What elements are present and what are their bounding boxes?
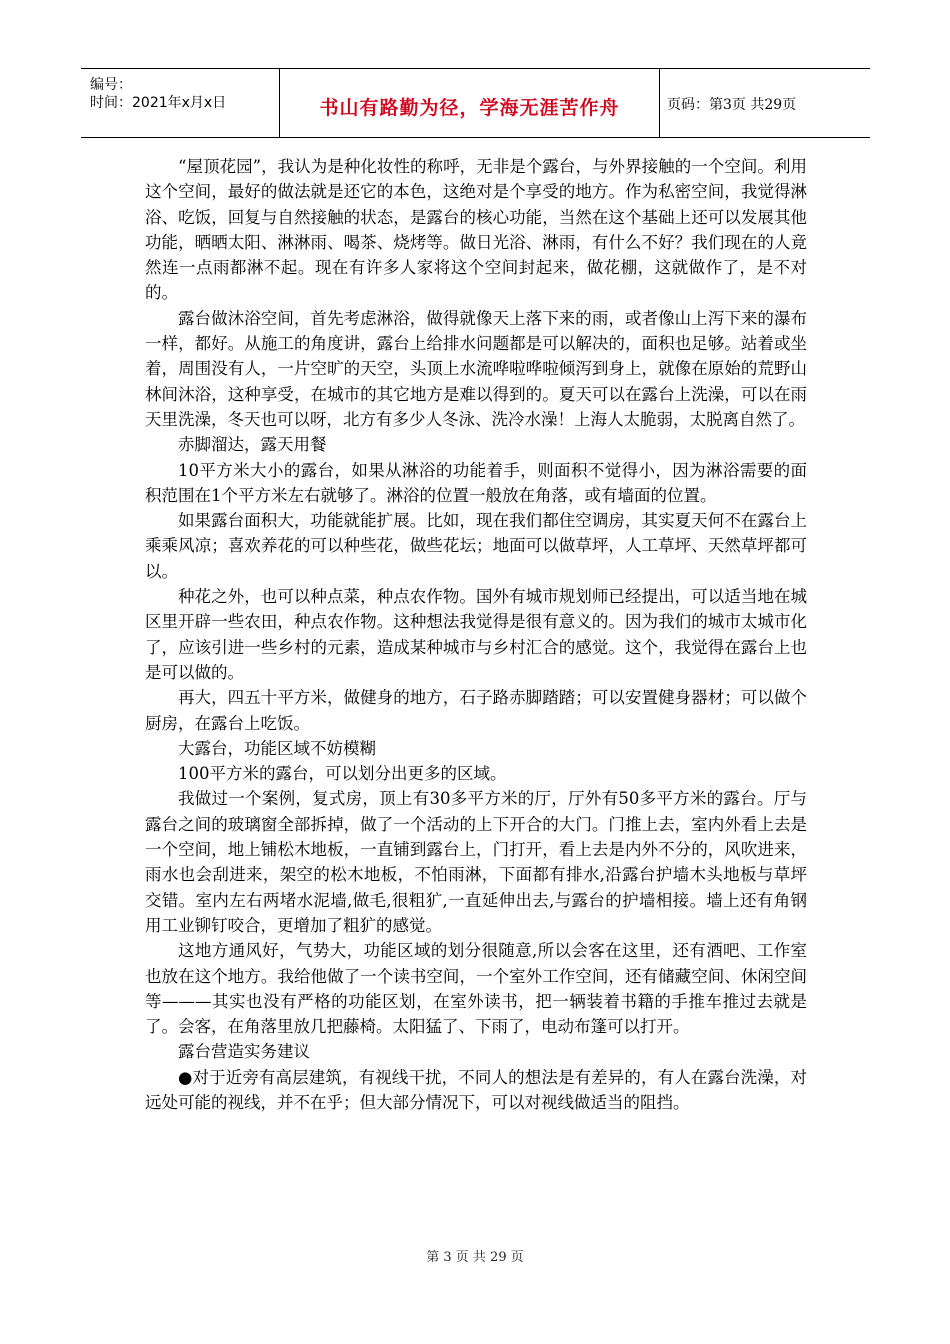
- date-label: 时间：2021年x月x日: [90, 95, 227, 111]
- paragraph: 种花之外，也可以种点菜，种点农作物。国外有城市规划师已经提出，可以适当地在城区里开辟一些农田，种点农作物。这种想法我觉得是很有意义的。因为我们的城市太城市化了，应该引进一些乡村的元素，造成某种城市与乡村汇合的感觉。这个，我觉得在露台上也是可以做的。: [145, 587, 807, 682]
- header-info: [81, 69, 279, 137]
- page-footer: 第 3 页 共 29 页: [426, 1250, 524, 1265]
- paragraph: 10平方米大小的露台，如果从淋浴的功能着手，则面积不觉得小，因为淋浴需要的面积范围在1个平方米左右就够了。淋浴的位置一般放在角落，或有墙面的位置。: [145, 460, 807, 505]
- document-number-label: 编号：: [90, 77, 132, 93]
- paragraph: 再大，四五十平方米，做健身的地方，石子路赤脚踏踏；可以安置健身器材；可以做个厨房，在露台上吃饭。: [145, 688, 807, 733]
- section-heading: 大露台，功能区域不妨模糊: [178, 738, 376, 758]
- paragraph: 我做过一个案例，复式房，顶上有30多平方米的厅，厅外有50多平方米的露台。厅与露台之间的玻璃窗全部拆掉，做了一个活动的上下开合的大门。门推上去，室内外看上去是一个空间，地上铺松木地板，一直铺到露台上，门打开，看上去是内外不分的，风吹进来，雨水也会刮进来，架空的松木地板，不怕雨淋，下面都有排水,沿露台护墙木头地板与草坪交错。室内左右两堵水泥墙,做毛,很粗犷,一直延伸出去,与露台的护墙相接。墙上还有角钢用工业铆钉咬合，更增加了粗犷的感觉。: [145, 789, 807, 935]
- header-page-cell: [659, 69, 870, 137]
- page-number-label: 页码：第3页 共29页: [667, 97, 797, 113]
- paragraph: 露台做沐浴空间，首先考虑淋浴，做得就像天上落下来的雨，或者像山上泻下来的瀑布一样，都好。从施工的角度讲，露台上给排水问题都是可以解决的，面积也足够。站着或坐着，周围没有人，一片空旷的天空，头顶上水流哗啦哗啦倾泻到身上，就像在原始的荒野山林间沐浴，这种享受，在城市的其它地方是难以得到的。夏天可以在露台上洗澡，可以在雨天里洗澡，冬天也可以呀，北方有多少人冬泳、洗冷水澡！上海人太脆弱，太脱离自然了。: [145, 308, 807, 429]
- paragraph: 100平方米的露台，可以划分出更多的区域。: [178, 764, 507, 784]
- paragraph: 这地方通风好，气势大，功能区域的划分很随意,所以会客在这里，还有酒吧、工作室也放在这个地方。我给他做了一个读书空间，一个室外工作空间，还有储藏空间、休闲空间等———其实也没有严格的功能区划，在室外读书，把一辆装着书籍的手推车推过去就是了。会客，在角落里放几把藤椅。太阳猛了、下雨了，电动布篷可以打开。: [145, 941, 807, 1037]
- article-body: [145, 154, 807, 1115]
- motto: 书山有路勤为径，学海无涯苦作舟: [319, 97, 620, 119]
- section-heading: 露台营造实务建议: [178, 1042, 310, 1062]
- paragraph: 如果露台面积大，功能就能扩展。比如，现在我们都住空调房，其实夏天何不在露台上乘乘风凉；喜欢养花的可以种些花，做些花坛；地面可以做草坪，人工草坪、天然草坪都可以。: [145, 511, 807, 581]
- section-heading: 赤脚溜达，露天用餐: [178, 435, 327, 455]
- paragraph: “屋顶花园”，我认为是种化妆性的称呼，无非是个露台，与外界接触的一个空间。利用这个空间，最好的做法就是还它的本色，这绝对是个享受的地方。作为私密空间，我觉得淋浴、吃饭，回复与自然接触的状态，是露台的核心功能，当然在这个基础上还可以发展其他功能，晒晒太阳、淋淋雨、喝茶、烧烤等。做日光浴、淋雨，有什么不好？我们现在的人竟然连一点雨都淋不起。现在有许多人家将这个空间封起来，做花棚，这就做作了，是不对的。: [145, 157, 807, 303]
- bullet-paragraph: ●对于近旁有高层建筑，有视线干扰，不同人的想法是有差异的，有人在露台洗澡，对远处可能的视线，并不在乎；但大部分情况下，可以对视线做适当的阻挡。: [145, 1067, 807, 1112]
- header-motto-cell: [279, 69, 660, 137]
- page-header: [81, 68, 870, 138]
